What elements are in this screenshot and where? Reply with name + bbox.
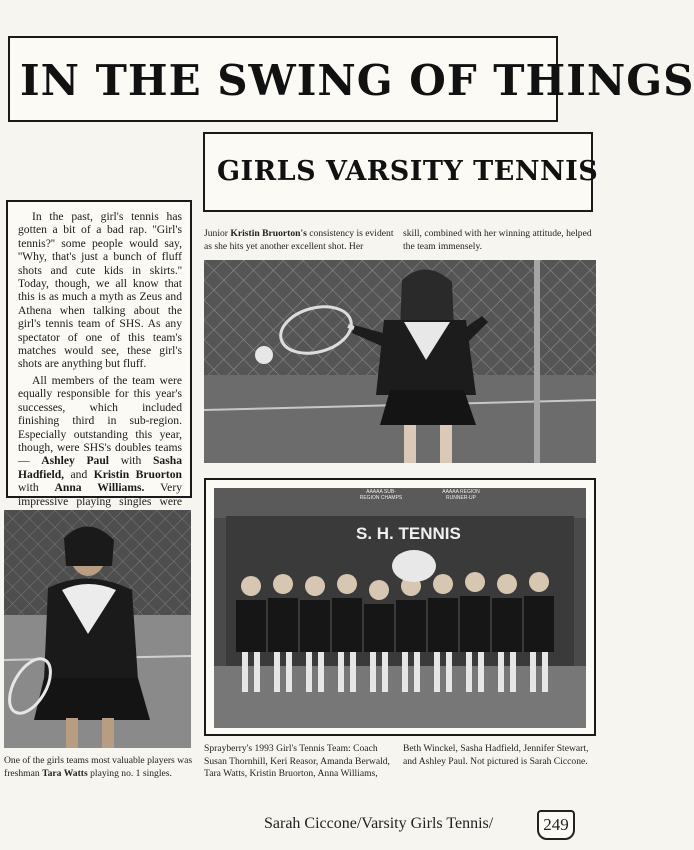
intro-paragraph-1: In the past, girl's tennis has gotten a bit of a bad rap. ''Girl's tennis?'' some people would say, ''Why, that's just a bunch of fluff shots and cute kids in skirts.'' Today, though, we all know that this is as much a myth as Zeus and Athena when talking about the girl's tennis team of SHS. As any spectator of one of this team's matches would see, these girl's shots are anything but fluff. — [18, 210, 182, 371]
team-sign-2: AAAAA REGION RUNNER-UP — [442, 489, 480, 501]
caption-top-right: skill, combined with her winning attitude, helped the team immensely. — [403, 228, 592, 252]
caption-team-left: Sprayberry's 1993 Girl's Tennis Team: Coach Susan Thornhill, Keri Reasor, Amanda Berwald, Tara Watts, Kristin Bruorton, Anna Williams, — [204, 743, 390, 779]
page-footer-credit: Sarah Ciccone/Varsity Girls Tennis/ — [264, 815, 494, 832]
page-number-badge: 249 — [537, 810, 575, 840]
page-subheadline: GIRLS VARSITY TENNIS — [217, 156, 599, 187]
photo-team — [204, 478, 596, 736]
page-headline: IN THE SWING OF THINGS — [20, 56, 694, 105]
caption-tara-watts: One of the girls teams most valuable players was freshman Tara Watts playing no. 1 singles. — [4, 755, 193, 779]
intro-text-box — [6, 200, 192, 508]
intro-paragraph-2: All members of the team were equally responsible for this year's successes, which included finishing third in sub-region. Especially outstanding this year, though, were SHS's doubles teams — Ashley Paul with Sasha Hadfield, and Kristin Bruorton with Anna Williams. Very impressive playing singles were — [18, 373, 182, 508]
team-banner: S. H. TENNIS — [356, 524, 461, 543]
subheadline-box — [203, 132, 599, 212]
photo-kristin-bruorton — [204, 260, 596, 463]
headline-box — [8, 36, 694, 122]
photo-tara-watts — [4, 510, 191, 748]
team-sign-1: AAAAA SUB-REGION CHAMPS — [359, 489, 403, 501]
caption-team-right: Beth Winckel, Sasha Hadfield, Jennifer Stewart, and Ashley Paul. Not pictured is Sarah Ciccone. — [403, 743, 589, 767]
caption-top-left: Junior Kristin Bruorton's consistency is evident as she hits yet another excellent shot. Her — [204, 228, 394, 252]
